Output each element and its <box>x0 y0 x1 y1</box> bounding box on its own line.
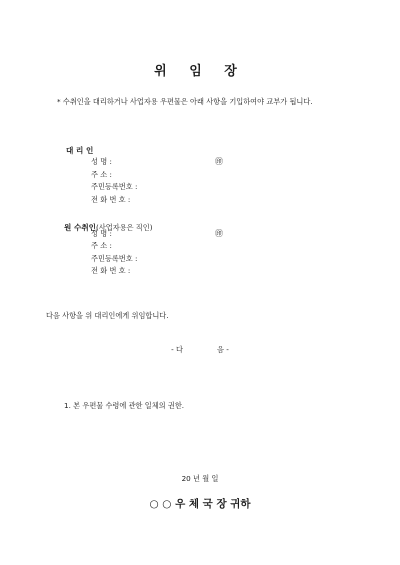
notice-text: * 수취인을 대리하거나 사업자용 우편물은 아래 사항을 기입하여야 교부가 됩니다. <box>57 97 313 106</box>
record-heading-right: 음 - <box>217 345 229 354</box>
agent-heading: 대 리 인 <box>66 146 94 155</box>
agent-seal-mark: ㊞ <box>215 157 223 166</box>
delegation-statement: 다음 사항을 위 대리인에게 위임합니다. <box>46 311 169 320</box>
agent-id-number-label: 주민등록번호 : <box>91 182 138 191</box>
principal-phone-label: 전 화 번 호 : <box>91 266 131 275</box>
recipient-line: ○ ○ 우 체 국 장 귀하 <box>149 498 251 510</box>
document-title: 위 임 장 <box>154 64 246 79</box>
principal-address-label: 주 소 : <box>91 241 112 250</box>
agent-address-label: 주 소 : <box>91 170 112 179</box>
record-heading <box>0 345 400 355</box>
delegated-item: 1. 본 우편물 수령에 관한 일체의 권한. <box>64 401 185 410</box>
principal-id-number-label: 주민등록번호 : <box>91 254 138 263</box>
principal-heading-note: (사업자용은 직인) <box>96 223 153 232</box>
agent-name-label: 성 명 : <box>91 157 112 166</box>
principal-heading: 원 수취인 <box>64 223 96 232</box>
agent-phone-label: 전 화 번 호 : <box>91 195 131 204</box>
principal-seal-mark: ㊞ <box>215 229 223 238</box>
principal-name-label: 성 명 : <box>91 229 112 238</box>
date-line: 20 년 월 일 <box>181 474 219 483</box>
record-heading-left: - 다 <box>171 345 183 354</box>
